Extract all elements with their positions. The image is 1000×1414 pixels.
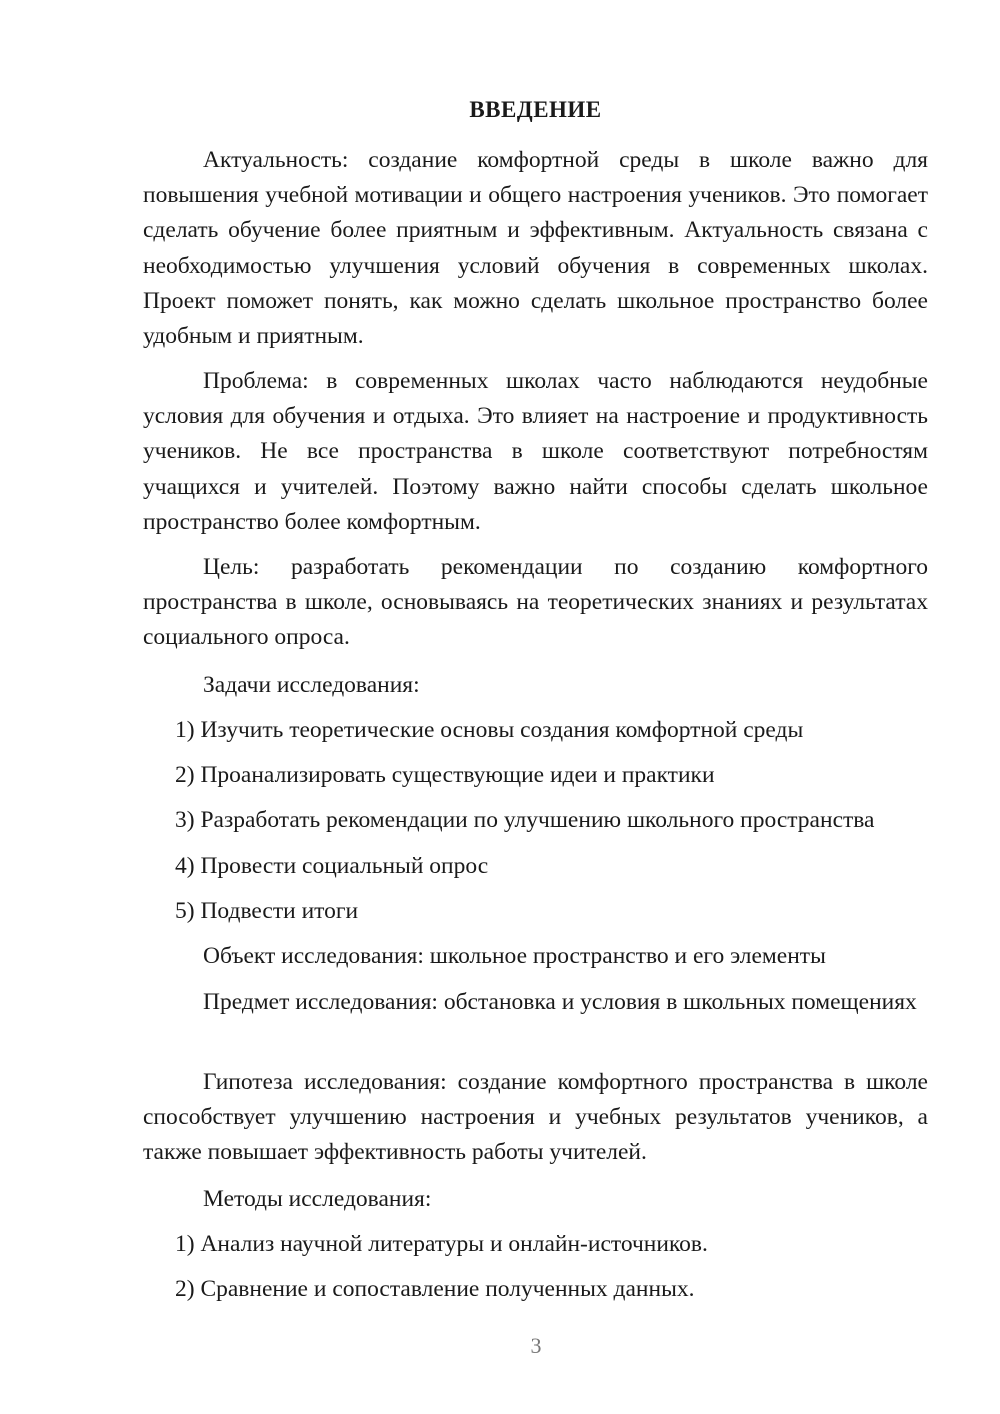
page-title: ВВЕДЕНИЕ — [469, 97, 602, 122]
task-item-1: 1) Изучить теоретические основы создания комфортной среды — [175, 717, 804, 743]
task-item-5: 5) Подвести итоги — [175, 898, 359, 924]
hypothesis-paragraph: Гипотеза исследования: создание комфортного пространства в школе способствует улучшению настроения и учебных результатов учеников, а также повышает эффективность работы учителей. — [143, 1069, 928, 1166]
problem-paragraph: Проблема: в современных школах часто наблюдаются неудобные условия для обучения и отдыха. Это влияет на настроение и продуктивность учеников. Не все пространства в школе соответствуют потребностям учащихся и учителей. Поэтому важно найти способы сделать школьное пространство более комфортным. — [143, 368, 928, 535]
page-number: 3 — [530, 1333, 542, 1358]
methods-heading: Методы исследования: — [203, 1186, 432, 1212]
goal-paragraph: Цель: разработать рекомендации по созданию комфортного пространства в школе, основываясь на теоретических знаниях и результатах социального опроса. — [143, 554, 928, 651]
subject-paragraph: Предмет исследования: обстановка и условия в школьных помещениях — [203, 989, 917, 1015]
method-item-2: 2) Сравнение и сопоставление полученных данных. — [175, 1276, 695, 1302]
method-item-1: 1) Анализ научной литературы и онлайн-источников. — [175, 1231, 708, 1257]
relevance-paragraph: Актуальность: создание комфортной среды в школе важно для повышения учебной мотивации и общего настроения учеников. Это помогает сделать обучение более приятным и эффективным. Актуальность связана с необходимостью улучшения условий обучения в современных школах. Проект поможет понять, как можно сделать школьное пространство более удобным и приятным. — [143, 147, 928, 350]
object-line: Объект исследования: школьное пространство и его элементы — [203, 943, 826, 969]
task-item-3: 3) Разработать рекомендации по улучшению школьного пространства — [175, 807, 875, 833]
task-item-2: 2) Проанализировать существующие идеи и практики — [175, 762, 715, 788]
tasks-heading: Задачи исследования: — [203, 672, 420, 698]
task-item-4: 4) Провести социальный опрос — [175, 853, 489, 879]
